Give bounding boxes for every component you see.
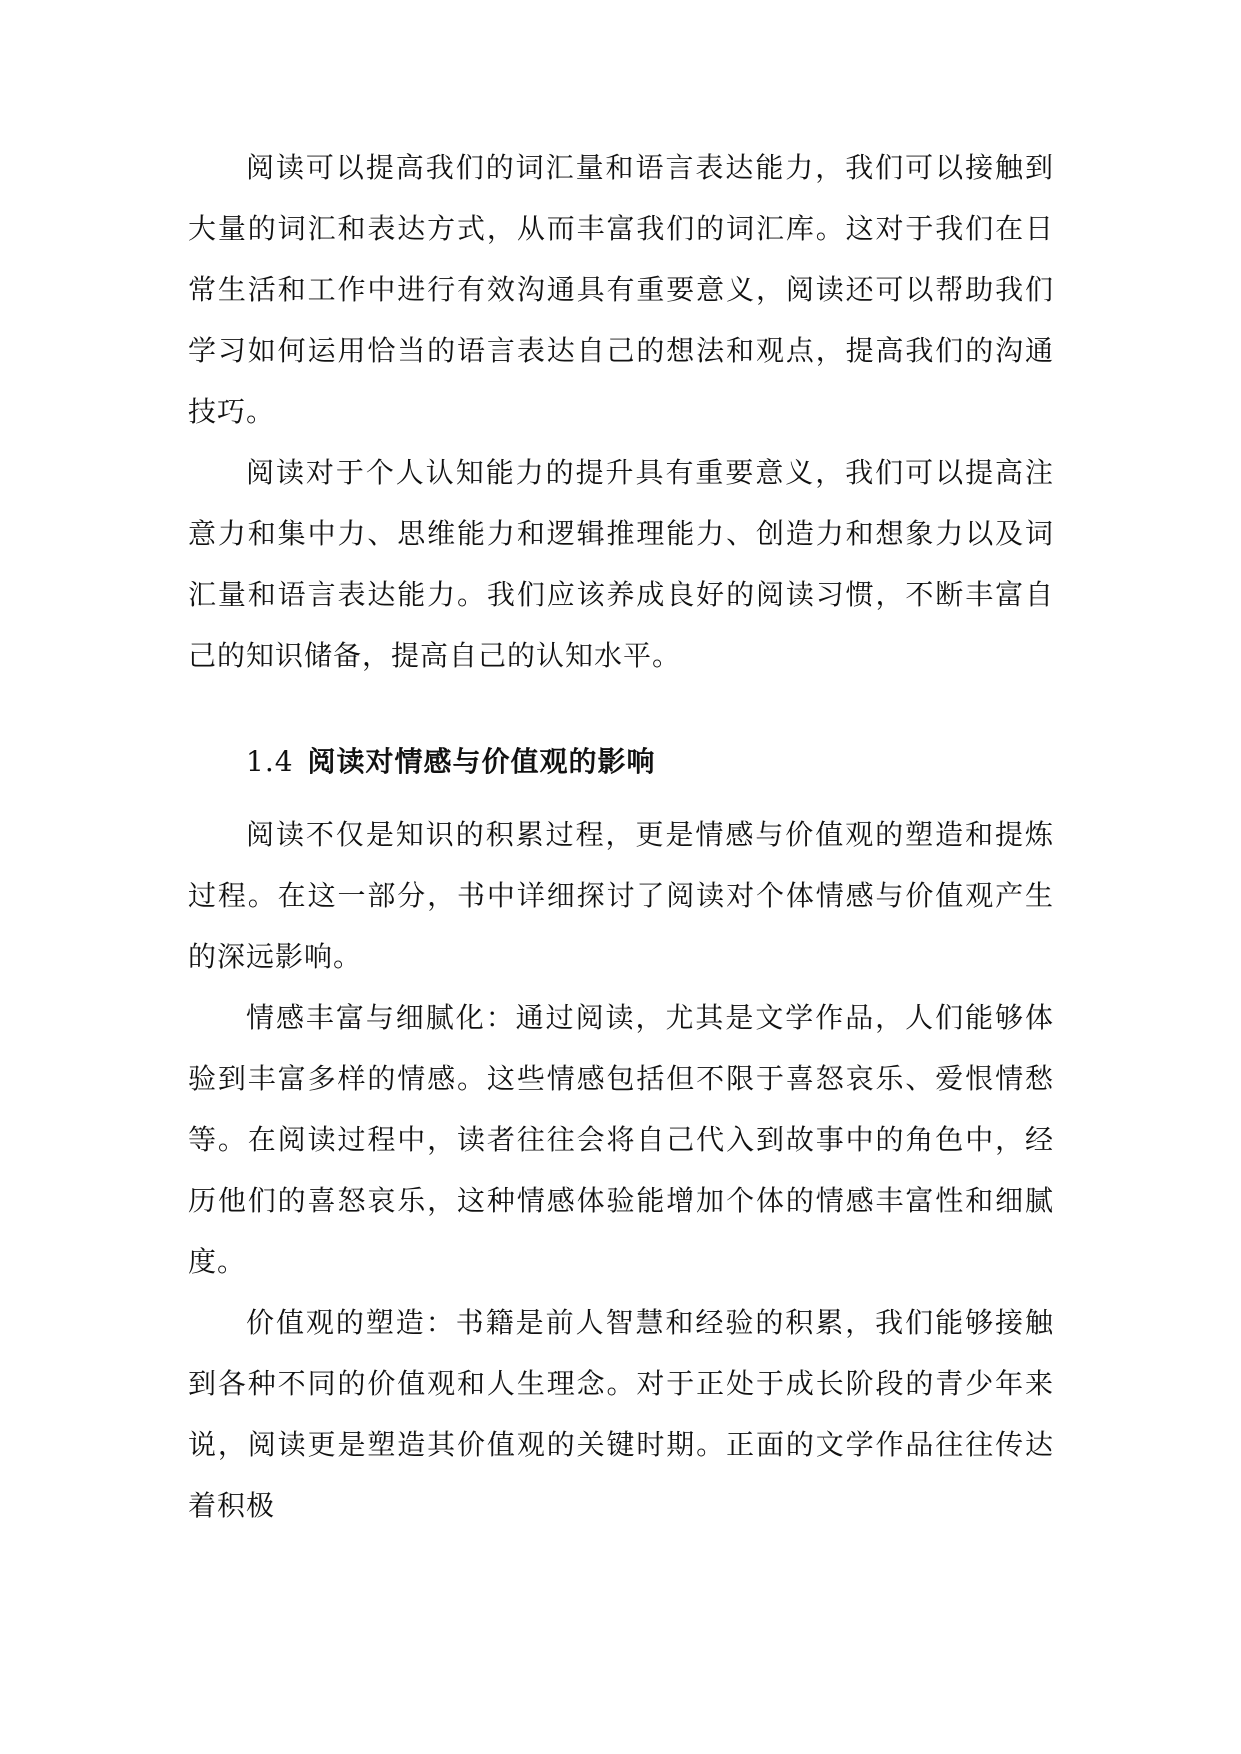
paragraph-cognition: 阅读对于个人认知能力的提升具有重要意义，我们可以提高注意力和集中力、思维能力和逻辑推理能力、创造力和想象力以及词汇量和语言表达能力。我们应该养成良好的阅读习惯，不断丰富自己的知识储备，提高自己的认知水平。	[188, 456, 1054, 672]
document-body	[188, 137, 1054, 1536]
section-heading	[188, 731, 1054, 792]
section-number: 1.4	[246, 745, 294, 778]
paragraph-values: 价值观的塑造：书籍是前人智慧和经验的积累，我们能够接触到各种不同的价值观和人生理念。对于正处于成长阶段的青少年来说，阅读更是塑造其价值观的关键时期。正面的文学作品往往传达着积极	[188, 1306, 1054, 1522]
section-title: 阅读对情感与价值观的影响	[307, 745, 656, 778]
paragraph-emotion: 情感丰富与细腻化：通过阅读，尤其是文学作品，人们能够体验到丰富多样的情感。这些情感包括但不限于喜怒哀乐、爱恨情愁等。在阅读过程中，读者往往会将自己代入到故事中的角色中，经历他们的喜怒哀乐，这种情感体验能增加个体的情感丰富性和细腻度。	[188, 1001, 1054, 1278]
paragraph-intro: 阅读不仅是知识的积累过程，更是情感与价值观的塑造和提炼过程。在这一部分，书中详细探讨了阅读对个体情感与价值观产生的深远影响。	[188, 818, 1054, 973]
paragraph-vocabulary: 阅读可以提高我们的词汇量和语言表达能力，我们可以接触到大量的词汇和表达方式，从而丰富我们的词汇库。这对于我们在日常生活和工作中进行有效沟通具有重要意义，阅读还可以帮助我们学习如何运用恰当的语言表达自己的想法和观点，提高我们的沟通技巧。	[188, 151, 1054, 428]
